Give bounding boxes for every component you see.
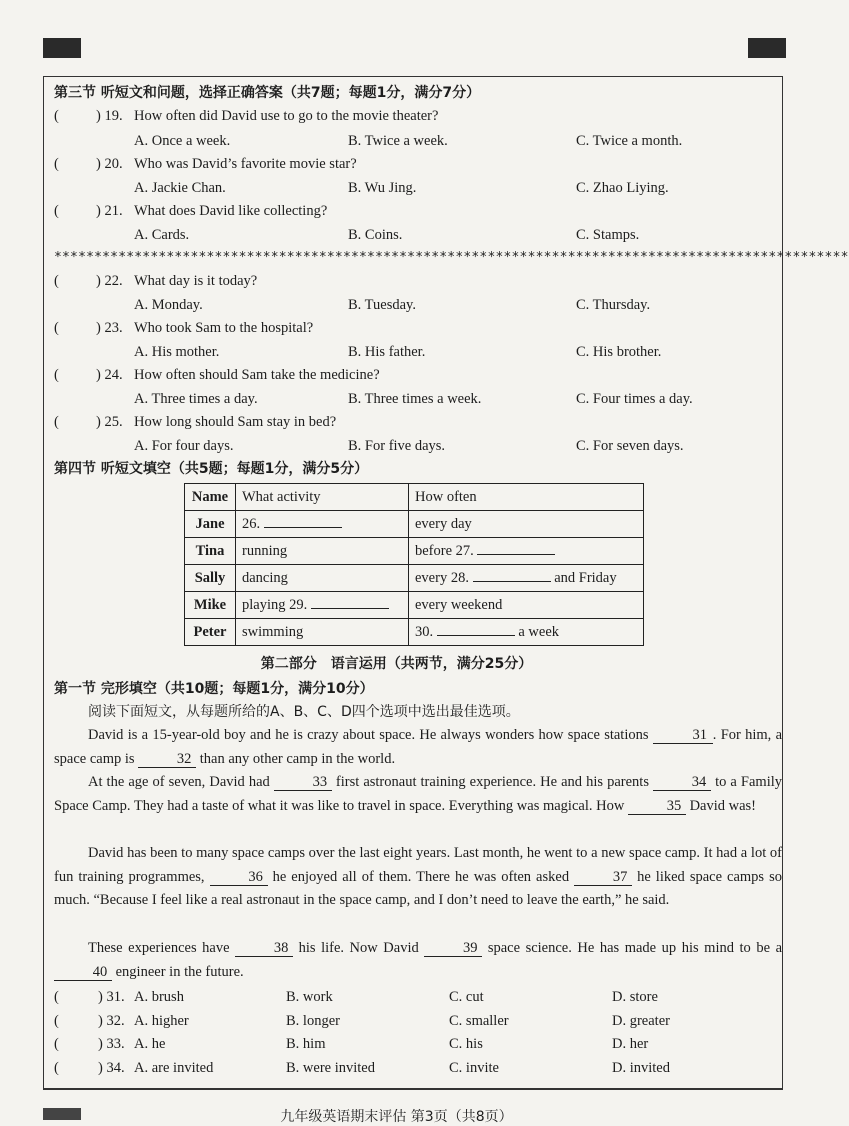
- option-c: C. Twice a month.: [576, 133, 683, 149]
- section4-title: 第四节 听短文填空（共5题；每题1分，满分5分）: [54, 461, 369, 477]
- row-activity: [236, 511, 409, 538]
- cloze-instruction: 阅读下面短文，从每题所给的A、B、C、D四个选项中选出最佳选项。: [88, 704, 520, 720]
- question-number: ) 25.: [96, 414, 123, 430]
- option-c: C. invite: [449, 1060, 499, 1076]
- paragraph-text: David has been to many space camps over the last eight years. Last month, he went to a new space camp. It had a lot of fun training programmes,: [54, 845, 782, 885]
- option-c: C. Zhao Liying.: [576, 180, 669, 196]
- often-text: 30.: [415, 623, 434, 640]
- cloze-section-title: 第一节 完形填空（共10题；每题1分，满分10分）: [54, 681, 374, 697]
- option-a: A. Monday.: [134, 297, 203, 313]
- corner-mark-left: [43, 38, 81, 58]
- option-a: A. he: [134, 1036, 166, 1052]
- option-b: B. Three times a week.: [348, 391, 482, 407]
- option-a: A. Once a week.: [134, 133, 231, 149]
- option-b: B. Wu Jing.: [348, 180, 417, 196]
- choice-number: ) 33.: [98, 1036, 125, 1052]
- header-name: Name: [185, 484, 236, 511]
- row-name: Jane: [185, 511, 236, 538]
- blank-36[interactable]: 36: [210, 869, 268, 886]
- cloze-paragraph-4: [54, 937, 782, 984]
- question-number: ) 24.: [96, 367, 123, 383]
- option-b: B. Twice a week.: [348, 133, 448, 149]
- question-text: Who took Sam to the hospital?: [134, 320, 314, 336]
- question-number: ) 19.: [96, 108, 123, 124]
- table-row: [185, 619, 644, 646]
- activity-text: playing 29.: [242, 596, 308, 613]
- row-activity: [236, 619, 409, 646]
- question-number: ) 23.: [96, 320, 123, 336]
- table-row: [185, 565, 644, 592]
- answer-blank-29[interactable]: [311, 608, 389, 609]
- choice-number: ) 31.: [98, 989, 125, 1005]
- option-c: C. smaller: [449, 1013, 509, 1029]
- cloze-paragraph-3: [54, 842, 782, 913]
- answer-blank-26[interactable]: [264, 527, 342, 528]
- header-activity: What activity: [236, 484, 409, 511]
- paragraph-text: first astronaut training experience. He and his parents: [335, 774, 649, 790]
- option-c: C. His brother.: [576, 344, 662, 360]
- option-a: A. Cards.: [134, 227, 190, 243]
- option-c: C. his: [449, 1036, 483, 1052]
- row-often: [409, 538, 644, 565]
- answer-blank-30[interactable]: [437, 635, 515, 636]
- header-often: How often: [409, 484, 644, 511]
- paragraph-text: he liked space camps so much. “Because I feel like a real astronaut in the space camp, and I don’t need to leave the earth,” he said.: [54, 868, 782, 908]
- answer-bracket[interactable]: (: [54, 320, 77, 336]
- row-often: [409, 592, 644, 619]
- blank-40[interactable]: 40: [54, 964, 112, 981]
- option-a: A. are invited: [134, 1060, 214, 1076]
- option-d: D. store: [612, 989, 658, 1005]
- star-separator: ***************************************************************************************************: [54, 250, 849, 265]
- option-b: B. longer: [286, 1013, 340, 1029]
- cloze-paragraph-1: [54, 724, 782, 771]
- listening-table: [184, 483, 644, 646]
- question-text: What does David like collecting?: [134, 203, 328, 219]
- paragraph-text: space science. He has made up his mind to be a: [487, 940, 783, 956]
- blank-34[interactable]: 34: [653, 774, 711, 791]
- row-name: Peter: [185, 619, 236, 646]
- option-d: D. her: [612, 1036, 649, 1052]
- often-suffix: and Friday: [554, 569, 617, 586]
- blank-31[interactable]: 31: [653, 727, 713, 744]
- row-name: Sally: [185, 565, 236, 592]
- row-activity: [236, 565, 409, 592]
- option-a: A. For four days.: [134, 438, 234, 454]
- blank-32[interactable]: 32: [138, 751, 196, 768]
- option-d: D. invited: [612, 1060, 670, 1076]
- question-text: What day is it today?: [134, 273, 258, 289]
- option-a: A. His mother.: [134, 344, 220, 360]
- option-c: C. cut: [449, 989, 484, 1005]
- paragraph-text: his life. Now David: [298, 940, 419, 956]
- activity-text: running: [242, 542, 288, 559]
- blank-37[interactable]: 37: [574, 869, 632, 886]
- option-c: C. Four times a day.: [576, 391, 693, 407]
- activity-text: 26.: [242, 515, 261, 532]
- activity-text: dancing: [242, 569, 288, 586]
- paragraph-text: At the age of seven, David had: [88, 774, 270, 790]
- paragraph-text: David was!: [689, 797, 757, 814]
- paragraph-text: he enjoyed all of them. There he was often asked: [272, 868, 570, 885]
- blank-38[interactable]: 38: [235, 940, 293, 957]
- question-text: How often should Sam take the medicine?: [134, 367, 380, 383]
- option-c: C. Stamps.: [576, 227, 640, 243]
- activity-text: swimming: [242, 623, 304, 640]
- answer-bracket[interactable]: (: [54, 367, 77, 383]
- choice-number: ) 34.: [98, 1060, 125, 1076]
- option-b: B. Tuesday.: [348, 297, 416, 313]
- often-suffix: a week: [518, 623, 560, 640]
- option-a: A. higher: [134, 1013, 189, 1029]
- answer-bracket[interactable]: (: [54, 203, 77, 219]
- answer-bracket[interactable]: (: [54, 1036, 77, 1052]
- section3-title: 第三节 听短文和问题，选择正确答案（共7题；每题1分，满分7分）: [54, 85, 481, 101]
- cloze-paragraph-2: [54, 771, 782, 818]
- row-often: [409, 565, 644, 592]
- option-a: A. Three times a day.: [134, 391, 258, 407]
- blank-39[interactable]: 39: [424, 940, 482, 957]
- option-c: C. For seven days.: [576, 438, 684, 454]
- question-number: ) 21.: [96, 203, 123, 219]
- table-row: [185, 511, 644, 538]
- option-d: D. greater: [612, 1013, 670, 1029]
- row-activity: [236, 592, 409, 619]
- often-text: every day: [415, 515, 472, 532]
- row-often: [409, 619, 644, 646]
- answer-bracket[interactable]: (: [54, 156, 77, 172]
- question-text: Who was David’s favorite movie star?: [134, 156, 357, 172]
- table-header-row: [185, 484, 644, 511]
- answer-blank-28[interactable]: [473, 581, 551, 582]
- page-footer: 九年级英语期末评估 第3页（共8页）: [280, 1109, 513, 1125]
- answer-bracket[interactable]: (: [54, 414, 77, 430]
- paragraph-text: engineer in the future.: [115, 963, 244, 980]
- paragraph-text: than any other camp in the world.: [199, 750, 396, 767]
- answer-bracket[interactable]: (: [54, 989, 77, 1005]
- often-text: every weekend: [415, 596, 503, 613]
- answer-bracket[interactable]: (: [54, 108, 77, 124]
- question-number: ) 20.: [96, 156, 123, 172]
- option-a: A. Jackie Chan.: [134, 180, 226, 196]
- blank-35[interactable]: 35: [628, 798, 686, 815]
- option-b: B. His father.: [348, 344, 426, 360]
- part2-title: 第二部分 语言运用（共两节，满分25分）: [260, 656, 533, 672]
- question-text: How long should Sam stay in bed?: [134, 414, 337, 430]
- question-text: How often did David use to go to the movie theater?: [134, 108, 439, 124]
- option-c: C. Thursday.: [576, 297, 651, 313]
- option-b: B. For five days.: [348, 438, 446, 454]
- row-often: [409, 511, 644, 538]
- answer-blank-27[interactable]: [477, 554, 555, 555]
- option-b: B. Coins.: [348, 227, 403, 243]
- answer-bracket[interactable]: (: [54, 1013, 77, 1029]
- answer-bracket[interactable]: (: [54, 273, 77, 289]
- option-b: B. work: [286, 989, 333, 1005]
- row-activity: [236, 538, 409, 565]
- option-b: B. were invited: [286, 1060, 375, 1076]
- table-row: [185, 592, 644, 619]
- paragraph-text: David is a 15-year-old boy and he is crazy about space. He always wonders how space stations: [88, 727, 649, 743]
- paragraph-text: These experiences have: [88, 940, 230, 956]
- row-name: Tina: [185, 538, 236, 565]
- choice-number: ) 32.: [98, 1013, 125, 1029]
- page-frame-bottom: [43, 1088, 783, 1090]
- option-b: B. him: [286, 1036, 326, 1052]
- paragraph-text: to a Family Space Camp. They had a taste of what it was like to travel in space. Everything was magical. How: [54, 774, 783, 814]
- table-row: [185, 538, 644, 565]
- often-text: every 28.: [415, 569, 469, 586]
- row-name: Mike: [185, 592, 236, 619]
- option-a: A. brush: [134, 989, 184, 1005]
- paragraph-text: . For him, a space camp is: [54, 727, 783, 767]
- blank-33[interactable]: 33: [274, 774, 332, 791]
- corner-mark-right: [748, 38, 786, 58]
- answer-bracket[interactable]: (: [54, 1060, 77, 1076]
- question-number: ) 22.: [96, 273, 123, 289]
- often-text: before 27.: [415, 542, 474, 559]
